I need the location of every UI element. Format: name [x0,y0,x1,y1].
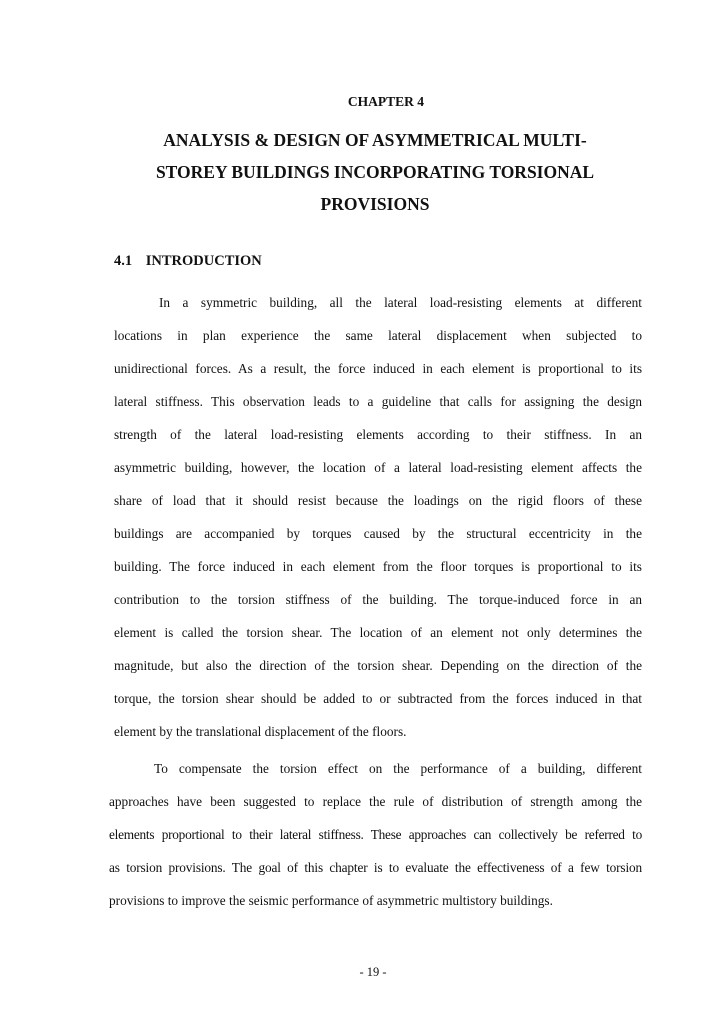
paragraph-line: In a symmetric building, all the lateral load-resisting elements at different [159,295,642,310]
paragraph-line: elements proportional to their lateral stiffness. These approaches can collectively be referred to [109,827,642,842]
paragraph-introduction [114,286,642,748]
paragraph-line: element is called the torsion shear. The location of an element not only determines the [114,625,642,640]
paragraph-line: magnitude, but also the direction of the torsion shear. Depending on the direction of the [114,658,642,673]
paragraph-line: lateral stiffness. This observation leads to a guideline that calls for assigning the design [114,394,642,409]
paragraph-line: as torsion provisions. The goal of this chapter is to evaluate the effectiveness of a few torsion [109,860,642,875]
paragraph-line: contribution to the torsion stiffness of the building. The torque-induced force in an [114,592,642,607]
paragraph-line: buildings are accompanied by torques caused by the structural eccentricity in the [114,526,642,541]
section-title: INTRODUCTION [145,253,262,269]
paragraph-line: element by the translational displacement of the floors. [114,724,407,739]
chapter-title [110,124,640,220]
page-number: - 19 - [359,965,387,979]
paragraph-line: strength of the lateral load-resisting elements according to their stiffness. In an [114,427,642,442]
chapter-title-line: STOREY BUILDINGS INCORPORATING TORSIONAL [155,162,595,182]
paragraph-line: unidirectional forces. As a result, the force induced in each element is proportional to its [114,361,642,376]
paragraph-line: share of load that it should resist because the loadings on the rigid floors of these [114,493,642,508]
paragraph-line: locations in plan experience the same lateral displacement when subjected to [114,328,642,343]
paragraph-line: asymmetric building, however, the location of a lateral load-resisting element affects the [114,460,642,475]
paragraph-line: approaches have been suggested to replace the rule of distribution of strength among the [109,794,642,809]
section-heading [114,253,262,270]
paragraph-line: To compensate the torsion effect on the performance of a building, different [154,761,642,776]
paragraph-line: provisions to improve the seismic performance of asymmetric multistory buildings. [109,893,553,908]
section-number: 4.1 [114,253,133,269]
chapter-title-line: ANALYSIS & DESIGN OF ASYMMETRICAL MULTI- [163,130,587,150]
chapter-label: CHAPTER 4 [347,94,425,109]
chapter-title-line: PROVISIONS [320,194,430,214]
paragraph-line: building. The force induced in each element from the floor torques is proportional to its [114,559,642,574]
paragraph-line: torque, the torsion shear should be added to or subtracted from the forces induced in that [114,691,642,706]
paragraph-torsion-provisions [109,752,642,917]
